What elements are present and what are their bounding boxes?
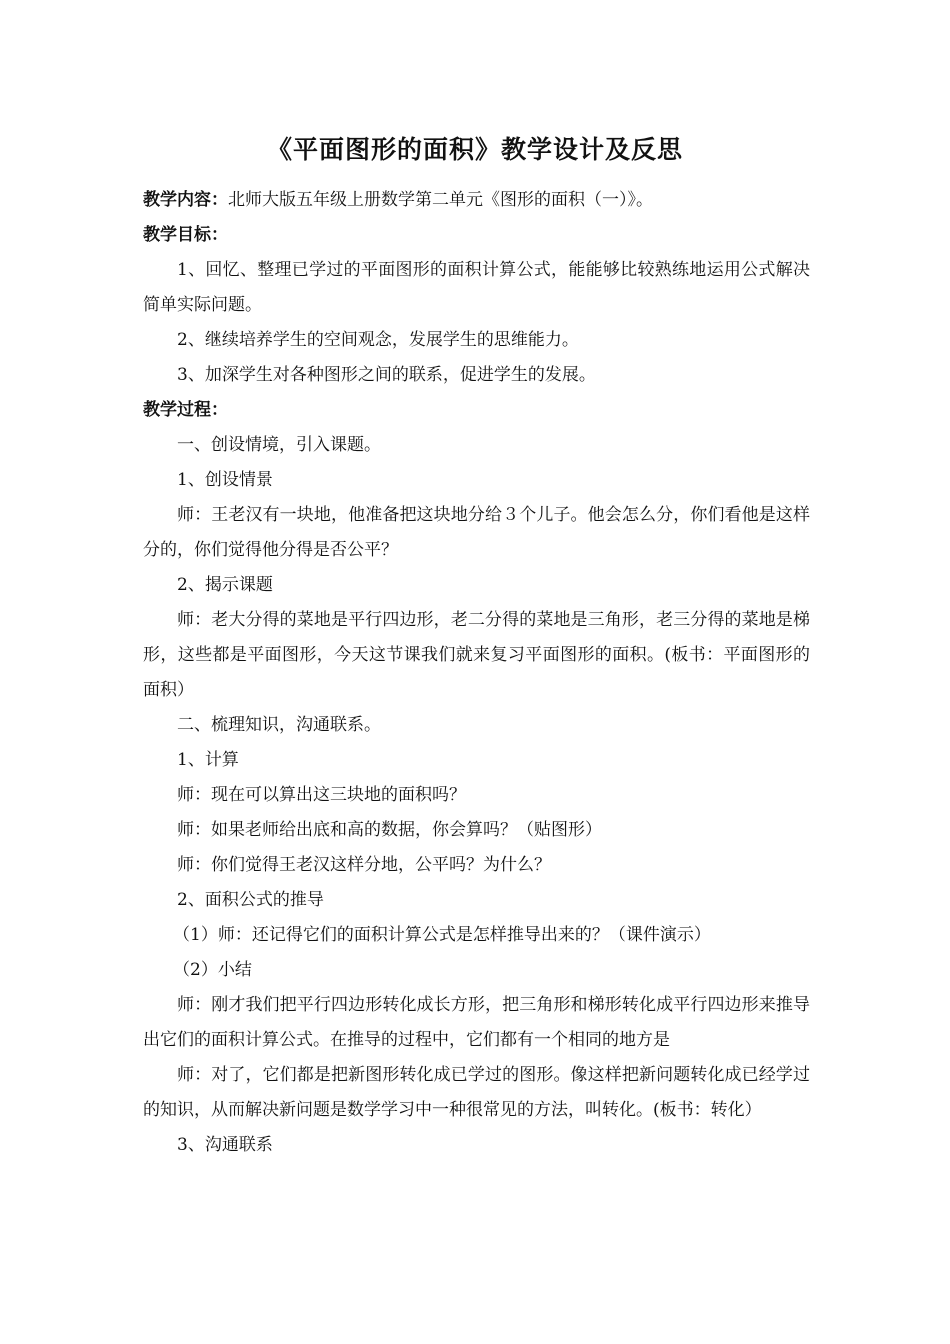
process-section-1: 一、创设情境，引入课题。 [177, 435, 381, 455]
process-step-connect: 3、沟通联系 [177, 1135, 273, 1155]
teaching-process-label: 教学过程： [143, 400, 228, 420]
process-paragraph: 师：王老汉有一块地，他准备把这块地分给３个儿子。他会怎么分，你们看他是这样分的，你们觉得他分得是否公平？ [143, 505, 810, 560]
teaching-content-text: 北师大版五年级上册数学第二单元《图形的面积（一）》。 [228, 190, 653, 210]
teaching-goals-label: 教学目标： [143, 225, 228, 245]
document-body [143, 183, 810, 1163]
teaching-content-label: 教学内容： [143, 190, 228, 210]
process-step-create-scene: 1、创设情景 [177, 470, 273, 490]
process-section-2: 二、梳理知识，沟通联系。 [177, 715, 381, 735]
process-step-calculate: 1、计算 [177, 750, 239, 770]
teaching-content-line [143, 183, 810, 218]
goal-item-3: 3、加深学生对各种图形之间的联系，促进学生的发展。 [177, 365, 596, 385]
process-paragraph: 师：如果老师给出底和高的数据，你会算吗？（贴图形） [177, 820, 602, 840]
process-paragraph: 师：你们觉得王老汉这样分地，公平吗？为什么？ [177, 855, 551, 875]
process-paragraph: （1）师：还记得它们的面积计算公式是怎样推导出来的？（课件演示） [173, 925, 711, 945]
goal-item-2: 2、继续培养学生的空间观念，发展学生的思维能力。 [177, 330, 579, 350]
document-title: 《平面图形的面积》教学设计及反思 [266, 135, 683, 164]
process-step-reveal-topic: 2、揭示课题 [177, 575, 273, 595]
process-step-derivation: 2、面积公式的推导 [177, 890, 324, 910]
process-paragraph: （2）小结 [173, 960, 252, 980]
goal-item-1: 1、回忆、整理已学过的平面图形的面积计算公式，能能够比较熟练地运用公式解决简单实际问题。 [143, 260, 810, 315]
process-paragraph: 师：现在可以算出这三块地的面积吗？ [177, 785, 466, 805]
process-paragraph: 师：对了，它们都是把新图形转化成已学过的图形。像这样把新问题转化成已经学过的知识，从而解决新问题是数学学习中一种很常见的方法，叫转化。(板书：转化） [143, 1065, 810, 1120]
process-paragraph: 师：老大分得的菜地是平行四边形，老二分得的菜地是三角形，老三分得的菜地是梯形，这些都是平面图形，今天这节课我们就来复习平面图形的面积。(板书：平面图形的面积） [143, 610, 810, 700]
process-paragraph: 师：刚才我们把平行四边形转化成长方形，把三角形和梯形转化成平行四边形来推导出它们的面积计算公式。在推导的过程中，它们都有一个相同的地方是 [143, 995, 810, 1050]
